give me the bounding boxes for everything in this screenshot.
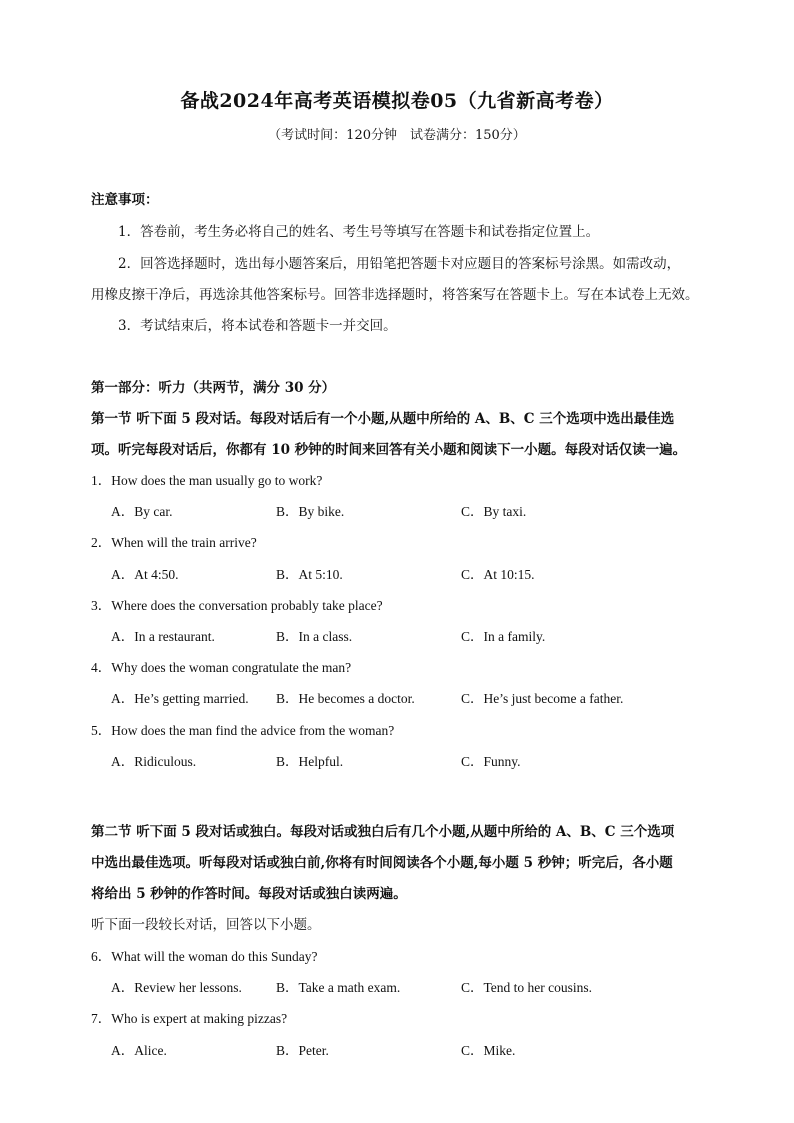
q4-option-b: B．He becomes a doctor.	[276, 691, 415, 706]
q3-option-c: C．In a family.	[461, 629, 546, 644]
q2-option-a: A．At 4:50.	[111, 567, 179, 582]
q2-option-c: C．At 10:15.	[461, 567, 535, 582]
section1-instruction-1: 第一节 听下面 5 段对话。每段对话后有一个小题,从题中所给的 A、B、C 三个选项中选出最佳选	[91, 411, 675, 427]
section2-instruction-3: 将给出 5 秒钟的作答时间。每段对话或独白读两遍。	[91, 886, 407, 902]
question-3: 3．Where does the conversation probably take place?	[91, 598, 383, 613]
question-5: 5．How does the man find the advice from the woman?	[91, 723, 395, 738]
q6-option-b: B．Take a math exam.	[276, 980, 401, 995]
note-item-2-cont: 用橡皮擦干净后，再选涂其他答案标号。回答非选择题时，将答案写在答题卡上。写在本试卷上无效。	[91, 287, 699, 303]
q5-option-a: A．Ridiculous.	[111, 754, 197, 769]
part1-heading: 第一部分：听力（共两节，满分 30 分）	[91, 380, 336, 396]
q6-option-c: C．Tend to her cousins.	[461, 980, 593, 995]
page-title: 备战2024年高考英语模拟卷05（九省新高考卷）	[180, 90, 614, 112]
q7-option-a: A．Alice.	[111, 1043, 167, 1058]
section2-instruction-1: 第二节 听下面 5 段对话或独白。每段对话或独白后有几个小题,从题中所给的 A、B、C 三个选项	[91, 824, 675, 840]
question-4: 4．Why does the woman congratulate the man?	[91, 660, 352, 675]
q4-option-c: C．He’s just become a father.	[461, 691, 624, 706]
q6-option-a: A．Review her lessons.	[111, 980, 242, 995]
q2-option-b: B．At 5:10.	[276, 567, 343, 582]
q1-option-a: A．By car.	[111, 504, 173, 519]
q5-option-b: B．Helpful.	[276, 754, 344, 769]
question-7: 7．Who is expert at making pizzas?	[91, 1011, 288, 1026]
note-item-2: 2．回答选择题时，选出每小题答案后，用铅笔把答题卡对应题目的答案标号涂黑。如需改动，	[118, 256, 681, 272]
exam-time-info: （考试时间：120分钟 试卷满分：150分）	[268, 128, 526, 143]
q1-option-c: C．By taxi.	[461, 504, 527, 519]
note-item-1: 1．答卷前，考生务必将自己的姓名、考生号等填写在答题卡和试卷指定位置上。	[118, 224, 600, 240]
q4-option-a: A．He’s getting married.	[111, 691, 249, 706]
q7-option-c: C．Mike.	[461, 1043, 516, 1058]
q5-option-c: C．Funny.	[461, 754, 521, 769]
note-item-3: 3．考试结束后，将本试卷和答题卡一并交回。	[118, 318, 397, 334]
q7-option-b: B．Peter.	[276, 1043, 329, 1058]
q3-option-a: A．In a restaurant.	[111, 629, 215, 644]
section1-instruction-2: 项。听完每段对话后，你都有 10 秒钟的时间来回答有关小题和阅读下一小题。每段对话仅读一遍。	[91, 442, 687, 458]
question-1: 1．How does the man usually go to work?	[91, 473, 323, 488]
notes-heading: 注意事项：	[91, 192, 159, 208]
question-6: 6．What will the woman do this Sunday?	[91, 949, 318, 964]
q3-option-b: B．In a class.	[276, 629, 353, 644]
section2-instruction-2: 中选出最佳选项。听每段对话或独白前,你将有时间阅读各个小题,每小题 5 秒钟；听完后，各小题	[91, 855, 673, 871]
dialogue-instruction: 听下面一段较长对话，回答以下小题。	[91, 917, 321, 933]
question-2: 2．When will the train arrive?	[91, 535, 257, 550]
q1-option-b: B．By bike.	[276, 504, 345, 519]
